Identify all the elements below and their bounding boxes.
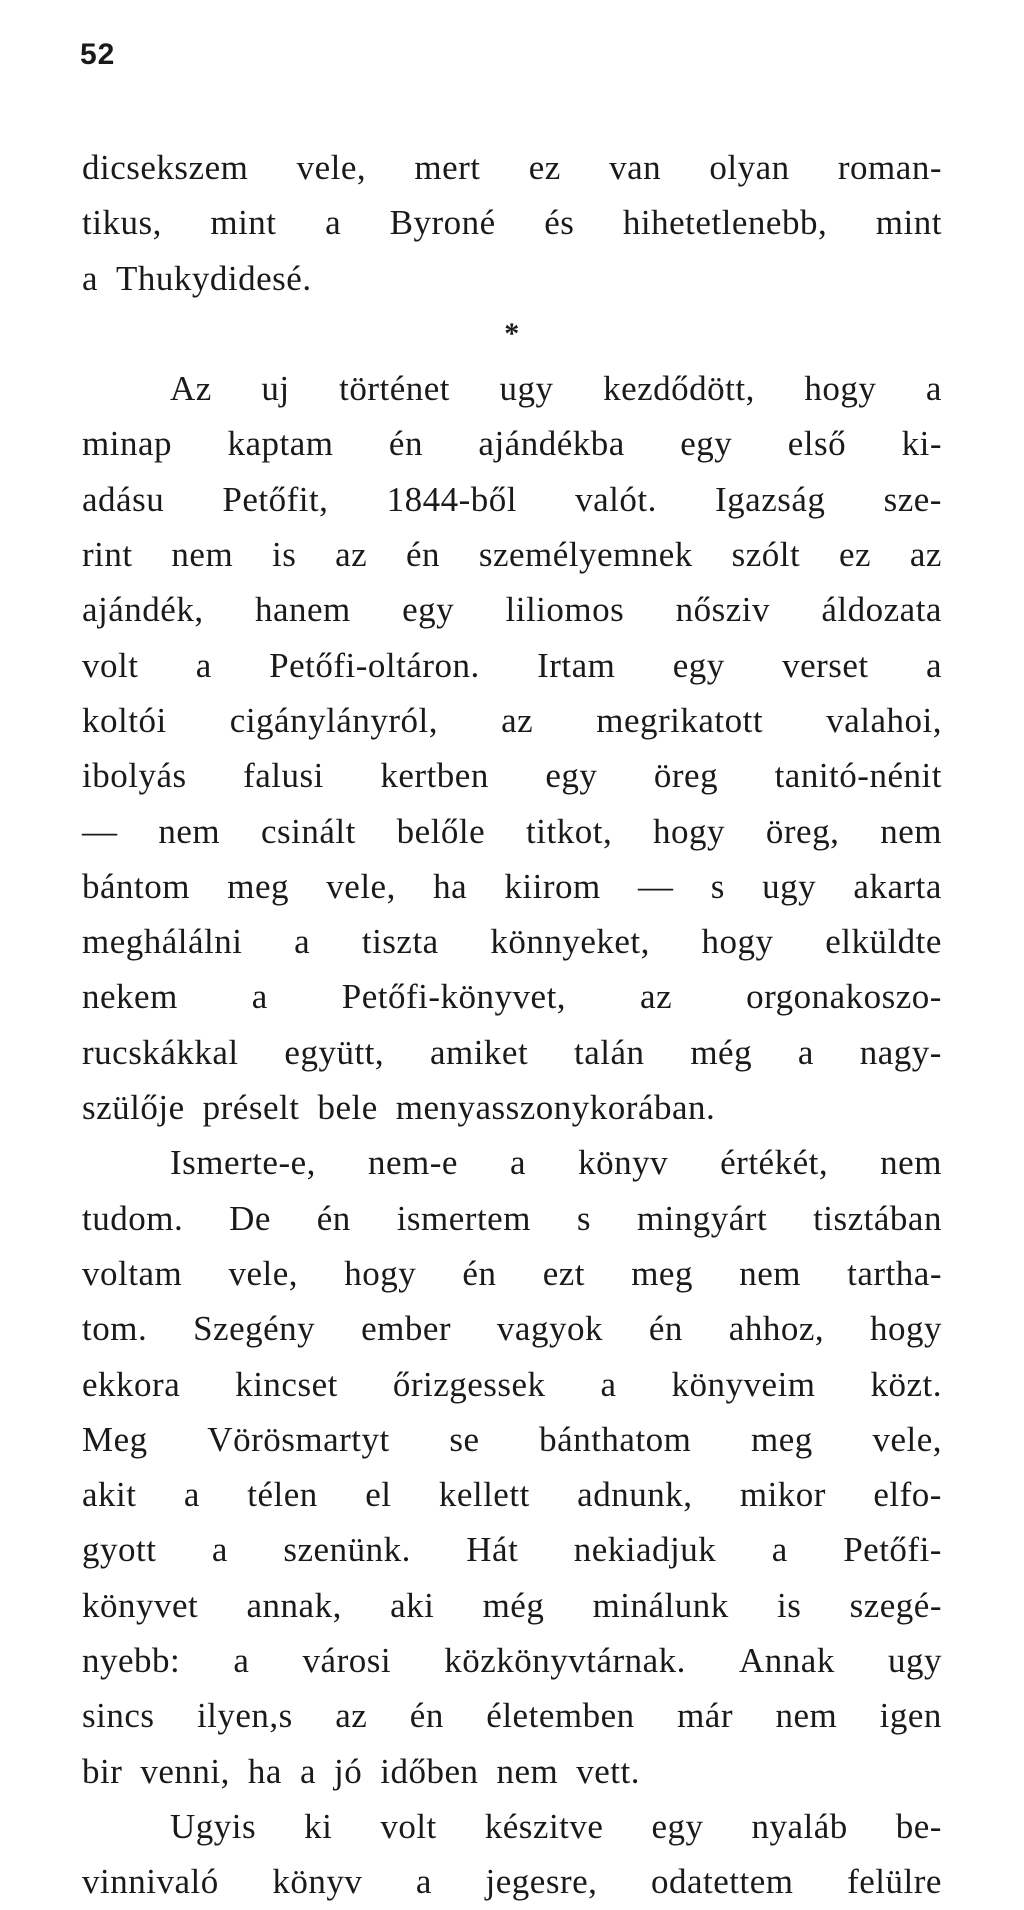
text-line: vinnivaló könyv a jegesre, odatettem felülre: [82, 1862, 942, 1902]
text-line: bántom meg vele, ha kiirom — s ugy akarta: [82, 866, 942, 906]
section-separator: *: [504, 316, 520, 350]
text-line: akit a télen el kellett adnunk, mikor elfo-: [82, 1475, 942, 1515]
text-line: könyvet annak, aki még minálunk is szegé-: [82, 1585, 942, 1625]
text-line: szülője préselt bele menyasszonykorában.: [82, 1088, 716, 1128]
text-line: gyott a szenünk. Hát nekiadjuk a Petőfi-: [82, 1530, 942, 1570]
text-line: ekkora kincset őrizgessek a könyveim közt.: [82, 1364, 942, 1404]
text-line: adásu Petőfit, 1844-ből valót. Igazság sze-: [82, 479, 942, 519]
text-line: — nem csinált belőle titkot, hogy öreg, nem: [82, 811, 942, 851]
body-text: [82, 140, 942, 1910]
text-line: Meg Vörösmartyt se bánthatom meg vele,: [82, 1419, 942, 1459]
text-line: tom. Szegény ember vagyok én ahhoz, hogy: [82, 1309, 942, 1349]
text-line: rint nem is az én személyemnek szólt ez az: [82, 535, 942, 575]
text-line: volt a Petőfi-oltáron. Irtam egy verset a: [82, 645, 942, 685]
text-line: tikus, mint a Byroné és hihetetlenebb, mint: [82, 203, 942, 243]
text-line: minap kaptam én ajándékba egy első ki-: [82, 424, 942, 464]
text-line: koltói cigánylányról, az megrikatott valahoi,: [82, 700, 942, 740]
text-line: voltam vele, hogy én ezt meg nem tartha-: [82, 1253, 942, 1293]
paragraph-start: Ismerte-e, nem-e a könyv értékét, nem: [170, 1143, 942, 1183]
paragraph-start: Ugyis ki volt készitve egy nyaláb be-: [170, 1806, 942, 1846]
text-line: dicsekszem vele, mert ez van olyan roman-: [82, 148, 942, 187]
text-line: tudom. De én ismertem s mingyárt tisztában: [82, 1198, 942, 1238]
text-line: rucskákkal együtt, amiket talán még a nagy-: [82, 1032, 942, 1072]
paragraph-start: Az uj történet ugy kezdődött, hogy a: [170, 369, 942, 409]
text-line: sincs ilyen,s az én életemben már nem igen: [82, 1696, 942, 1736]
text-line: nyebb: a városi közkönyvtárnak. Annak ugy: [82, 1641, 942, 1681]
text-line: ajándék, hanem egy liliomos nősziv áldozata: [82, 590, 942, 630]
text-line: bir venni, ha a jó időben nem vett.: [82, 1751, 640, 1791]
text-line: nekem a Petőfi-könyvet, az orgonakoszo-: [82, 977, 942, 1017]
text-line: a Thukydidesé.: [82, 258, 312, 298]
page-number: 52: [80, 38, 116, 71]
text-line: meghálálni a tiszta könnyeket, hogy elküldte: [82, 922, 942, 962]
text-line: ibolyás falusi kertben egy öreg tanitó-nénit: [82, 756, 942, 796]
